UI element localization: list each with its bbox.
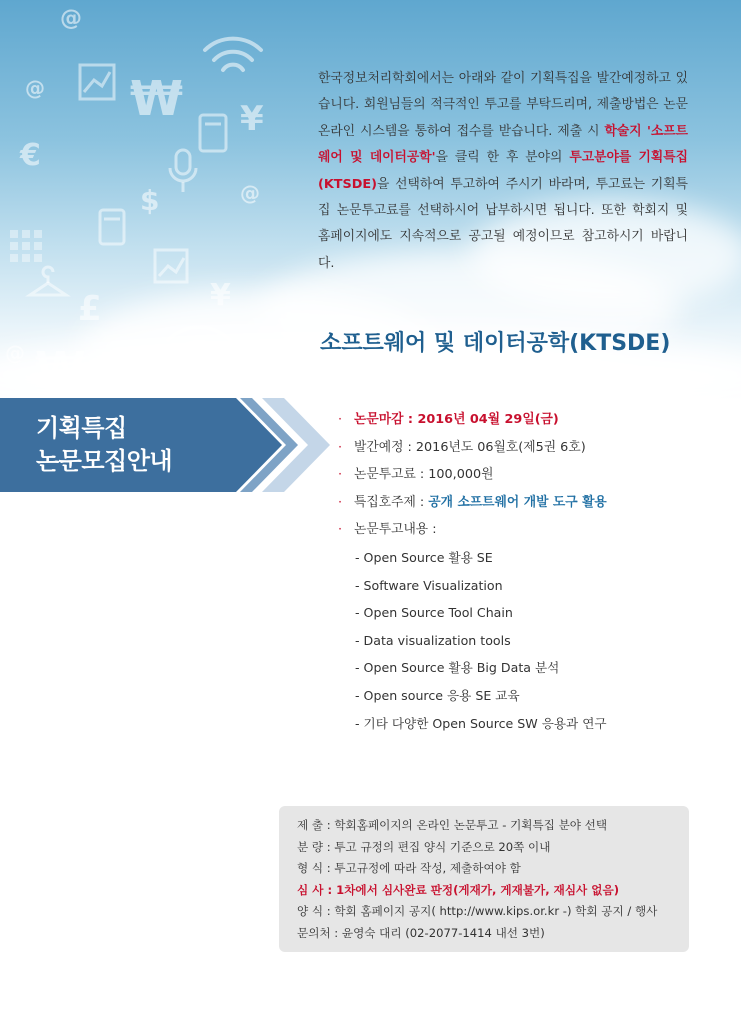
banner-line: 기획특집 [36,414,127,442]
detail-fee [338,461,718,489]
chart-icon [80,65,114,99]
detail-content [338,516,718,544]
banner-text [36,412,172,478]
at-icon: @ [240,181,260,205]
bullet-dot: · [338,439,343,455]
topic-item: - Open Source 활용 SE [355,549,493,565]
theme-label: 특집호주제 : [354,494,429,510]
intro-text: 을 클릭 한 후 분야의 [435,150,570,166]
euro-icon: € [20,138,41,173]
hanger-icon [30,267,66,295]
info-length: 분 량 : 투고 규정의 편집 양식 기준으로 20쪽 이내 [297,839,551,854]
at-icon: @ [25,76,45,100]
at-icon: @ [5,341,25,365]
fee-text: 논문투고료 : 100,000원 [354,467,494,483]
wifi-icon [168,327,230,350]
info-list [297,815,687,944]
section-banner [0,398,330,492]
topic-item: - Open source 응용 SE 교육 [355,687,520,703]
info-submit: 제 출 : 학회홈페이지의 온라인 논문투고 - 기획특집 분야 선택 [297,818,608,832]
dollar-icon: $ [140,184,160,217]
topic-item: - Software Visualization [355,577,503,593]
calculator-icon [200,115,226,151]
topic-item: - 기타 다양한 Open Source SW 응용과 연구 [355,715,607,731]
intro-paragraph [318,66,688,277]
calculator-icon [100,210,124,244]
detail-publish [338,434,718,462]
hero-icon-collage [0,0,300,400]
page-title: 소프트웨어 및 데이터공학(KTSDE) [320,331,671,356]
info-review: 심 사 : 1차에서 심사완료 판정(게재가, 게재불가, 재심사 없음) [297,882,619,897]
detail-theme [338,489,718,517]
bullet-dot: · [338,412,343,427]
banner-line: 논문모집안내 [36,447,173,475]
topic-item: - Data visualization tools [355,632,511,648]
intro-highlight: 학술지 '소프트웨어 및 데이터공학' [318,123,689,166]
won-icon: ₩ [130,71,183,127]
microphone-icon [170,150,196,192]
yen-icon: ¥ [210,278,231,313]
details-list [338,406,718,737]
grid-icon [10,230,42,262]
intro-text: 을 선택하여 투고하여 주시기 바라며, 투고료는 기획특집 논문투고료를 선택하시어 납부하시면 됩니다. 또한 학회지 및 홈페이지에도 지속적으로 공고될 예정이므로 참고하시기 바랍니다. [318,176,688,271]
topic-item: - Open Source 활용 Big Data 분석 [355,660,560,676]
info-template: 양 식 : 학회 홈페이지 공지( http://www.kips.or.kr -) 학회 공지 / 행사 [297,904,658,918]
theme-value: 공개 소프트웨어 개발 도구 활용 [428,494,607,510]
deadline-text: 논문마감 : 2016년 04월 29일(금) [354,412,559,427]
yen-icon: ¥ [240,99,264,139]
wifi-icon [205,39,261,70]
topic-item: - Open Source Tool Chain [355,605,513,621]
at-icon: @ [60,6,82,31]
pound-icon: £ [78,289,102,329]
info-box [279,806,689,952]
chart-icon [155,250,187,282]
info-contact: 문의처 : 윤영숙 대리 (02-2077-1414 내선 3번) [297,925,545,940]
intro-highlight: 투고분야를 기획특집(KTSDE) [318,150,689,192]
detail-deadline [338,406,718,434]
bullet-dot: · [338,494,343,510]
publish-text: 발간예정 : 2016년도 06월호(제5권 6호) [354,439,586,455]
bullet-dot: · [338,522,343,538]
bullet-dot: · [338,467,343,483]
won-icon: ₩ [35,342,86,396]
intro-text: 한국정보처리학회에서는 아래와 같이 기획특집을 발간예정하고 있습니다. 회원님들의 적극적인 투고를 부탁드리며, 제출방법은 논문 온라인 시스템을 통하여 접수를 받습니다. 제출 시 [318,71,688,139]
content-label: 논문투고내용 : [354,522,437,538]
info-format: 형 식 : 투고규정에 따라 작성, 제출하여야 함 [297,861,521,875]
